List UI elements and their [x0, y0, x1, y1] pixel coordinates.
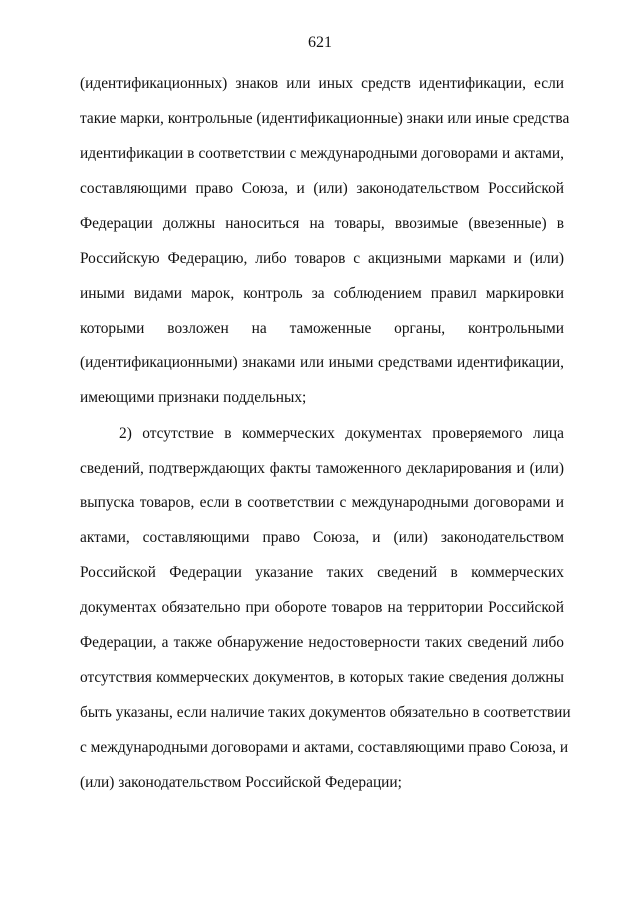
paragraph-2-line: сведений, подтверждающих факты таможенного декларирования и (или): [80, 460, 564, 477]
paragraph-2-line: с международными договорами и актами, составляющими право Союза, и: [80, 739, 569, 756]
paragraph-2-line: Российской Федерации указание таких сведений в коммерческих: [80, 564, 564, 581]
paragraph-1-line: идентификации в соответствии с международными договорами и актами,: [80, 145, 564, 162]
paragraph-1-line: (идентификационных) знаков или иных средств идентификации, если: [80, 75, 564, 92]
paragraph-2-line: документах обязательно при обороте товаров на территории Российской: [80, 599, 564, 616]
paragraph-2-line: быть указаны, если наличие таких документов обязательно в соответствии: [80, 704, 571, 721]
paragraph-1-line: Российскую Федерацию, либо товаров с акцизными марками и (или): [80, 250, 564, 267]
paragraph-1-line: которыми возложен на таможенные органы, контрольными: [80, 320, 564, 337]
page-number: 621: [308, 34, 332, 51]
paragraph-2-line: отсутствия коммерческих документов, в которых такие сведения должны: [80, 669, 564, 686]
paragraph-1-line: (идентификационными) знаками или иными средствами идентификации,: [80, 354, 564, 371]
paragraph-2-line: 2) отсутствие в коммерческих документах проверяемого лица: [119, 425, 564, 442]
paragraph-1-line: составляющими право Союза, и (или) законодательством Российской: [80, 180, 564, 197]
paragraph-2-line: актами, составляющими право Союза, и (или) законодательством: [80, 529, 564, 546]
paragraph-1-line: Федерации должны наноситься на товары, ввозимые (ввезенные) в: [80, 215, 564, 232]
paragraph-2-line: выпуска товаров, если в соответствии с международными договорами и: [80, 494, 564, 511]
paragraph-1-line: иными видами марок, контроль за соблюдением правил маркировки: [80, 285, 564, 302]
paragraph-2-line: (или) законодательством Российской Федерации;: [80, 774, 402, 791]
paragraph-1-line: такие марки, контрольные (идентификационные) знаки или иные средства: [80, 110, 570, 127]
paragraph-1-line: имеющими признаки поддельных;: [80, 389, 307, 406]
paragraph-2-line: Федерации, а также обнаружение недостоверности таких сведений либо: [80, 634, 564, 651]
